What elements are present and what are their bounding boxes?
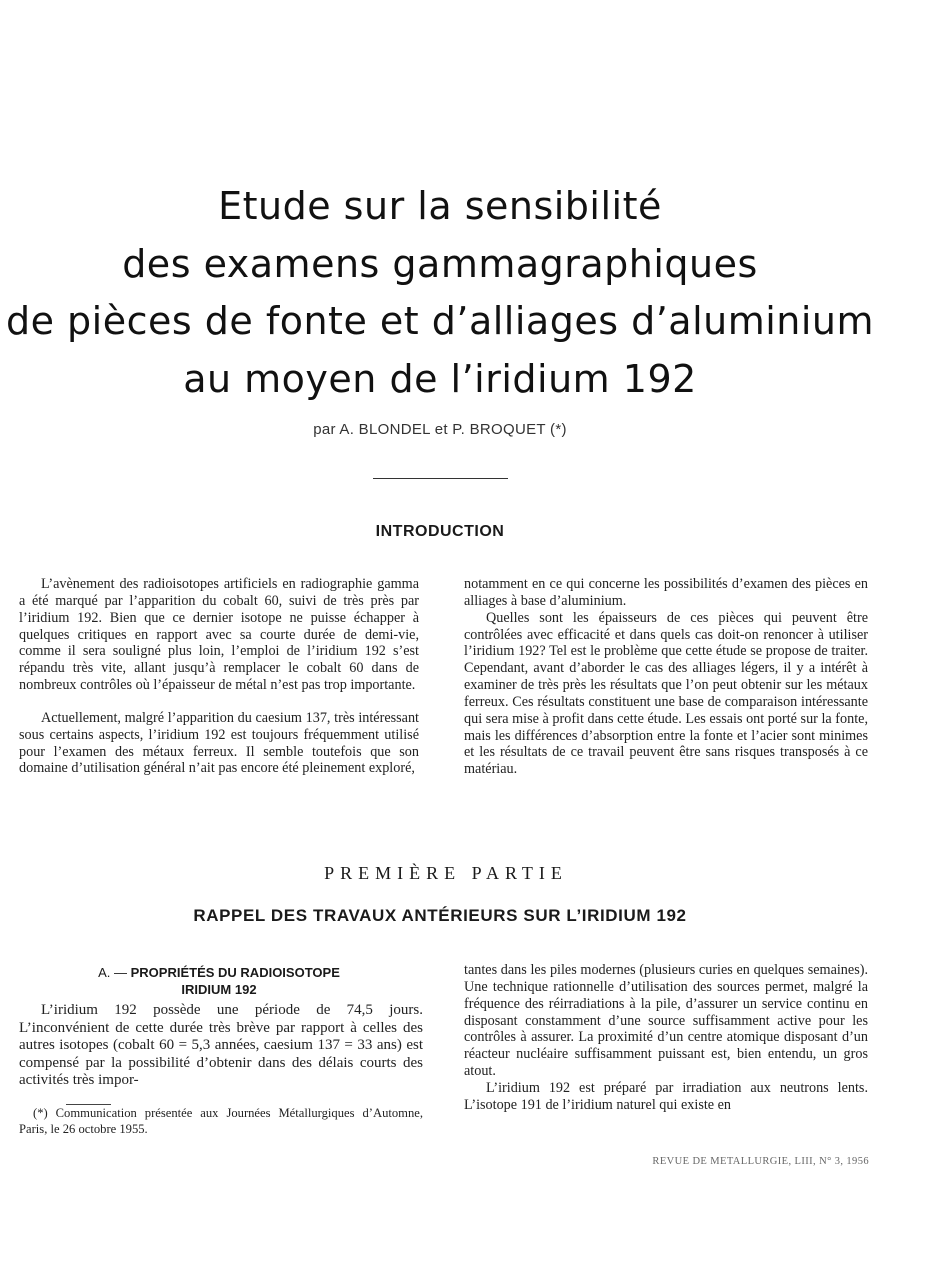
paragraph: Quelles sont les épaisseurs de ces pièces qui peuvent être contrôlées avec efficacité et dans quels cas doit-on renoncer à utiliser l’iridium 192? Tel est le problème que cette étude se propose de traiter. Cependant, avant d’aborder le cas des alliages légers, il y a intérêt à examiner de très près les résultats que l’on peut obtenir sur les métaux ferreux. Ces résultats constituent une base de comparaison intéressante qui sera mise à profit dans cette étude. Les essais ont porté sur la fonte, mais les différences d’absorption entre la fonte et l’acier sont minimes et les résultats de ce travail peuvent être sans risques transposés à ce matériau. (464, 609, 868, 778)
title-line: de pièces de fonte et d’alliages d’aluminium (5, 299, 875, 343)
introduction-column-left (19, 576, 419, 777)
section-title-line2: IRIDIUM 192 (181, 982, 257, 997)
title-line: Etude sur la sensibilité (218, 184, 662, 228)
part-heading: PREMIÈRE PARTIE (324, 863, 568, 883)
paragraph: L’iridium 192 est préparé par irradiation aux neutrons lents. L’isotope 191 de l’iridium naturel qui existe en (464, 1079, 868, 1113)
section-column-right (464, 962, 868, 1114)
paragraph: L’iridium 192 possède une période de 74,5 jours. L’inconvénient de cette durée très brève par rapport à celles des autres isotopes (cobalt 60 = 5,3 années, caesium 137 = 33 ans) est compensé par la possibilité d’obtenir dans des délais courts des activités très impor- (19, 1002, 423, 1089)
title-divider (373, 478, 508, 479)
introduction-heading: INTRODUCTION (375, 523, 505, 540)
paragraph: L’avènement des radioisotopes artificiels en radiographie gamma a été marqué par l’apparition du cobalt 60, suivi de très près par l’iridium 192. Bien que ce dernier isotope ne puisse échapper à quelques critiques en rapport avec sa courte durée de demi-vie, comme il sera souligné plus loin, l’emploi de l’iridium 192 s’est répandu très vite, allant jusqu’à remplacer le cobalt 60 dans de nombreux contrôles où l’épaisseur de métal n’est pas trop importante. (19, 576, 419, 694)
paragraph: tantes dans les piles modernes (plusieurs curies en quelques semaines). Une technique rationnelle d’utilisation des sources permet, malgré la fréquence des réirradiations à la pile, d’assurer un service continu en disposant constamment d’une source suffisamment active pour les contrôles à assurer. La proximité d’un centre atomique disposant d’un réacteur nucléaire suffisamment puissant est, bien entendu, un gros atout. (464, 962, 868, 1080)
section-heading (19, 964, 419, 998)
journal-reference: REVUE DE METALLURGIE, LIII, N° 3, 1956 (652, 1156, 869, 1167)
section-title: PROPRIÉTÉS DU RADIOISOTOPE (130, 965, 340, 980)
article-title (0, 178, 880, 408)
author-byline: par A. BLONDEL et P. BROQUET (*) (313, 421, 567, 438)
title-line: des examens gammagraphiques (122, 241, 758, 286)
footnote-divider (66, 1104, 111, 1105)
introduction-column-right (464, 576, 868, 778)
section-column-left (19, 1002, 423, 1090)
paragraph: notamment en ce qui concerne les possibilités d’examen des pièces en alliages à base d’aluminium. (464, 576, 868, 609)
paragraph: Actuellement, malgré l’apparition du caesium 137, très intéressant sous certains aspects, l’iridium 192 est toujours fréquemment utilisé pour l’examen des métaux ferreux. Il semble toutefois que son domaine d’utilisation général n’ait pas encore été pleinement exploré, (19, 709, 419, 777)
title-line: au moyen de l’iridium 192 (183, 356, 697, 401)
footnote (19, 1106, 423, 1137)
footnote-text: (*) Communication présentée aux Journées Métallurgiques d’Automne, Paris, le 26 octobre 1955. (19, 1106, 423, 1136)
part-subheading: RAPPEL DES TRAVAUX ANTÉRIEURS SUR L’IRIDIUM 192 (193, 906, 687, 925)
section-prefix: A. — (98, 965, 131, 980)
